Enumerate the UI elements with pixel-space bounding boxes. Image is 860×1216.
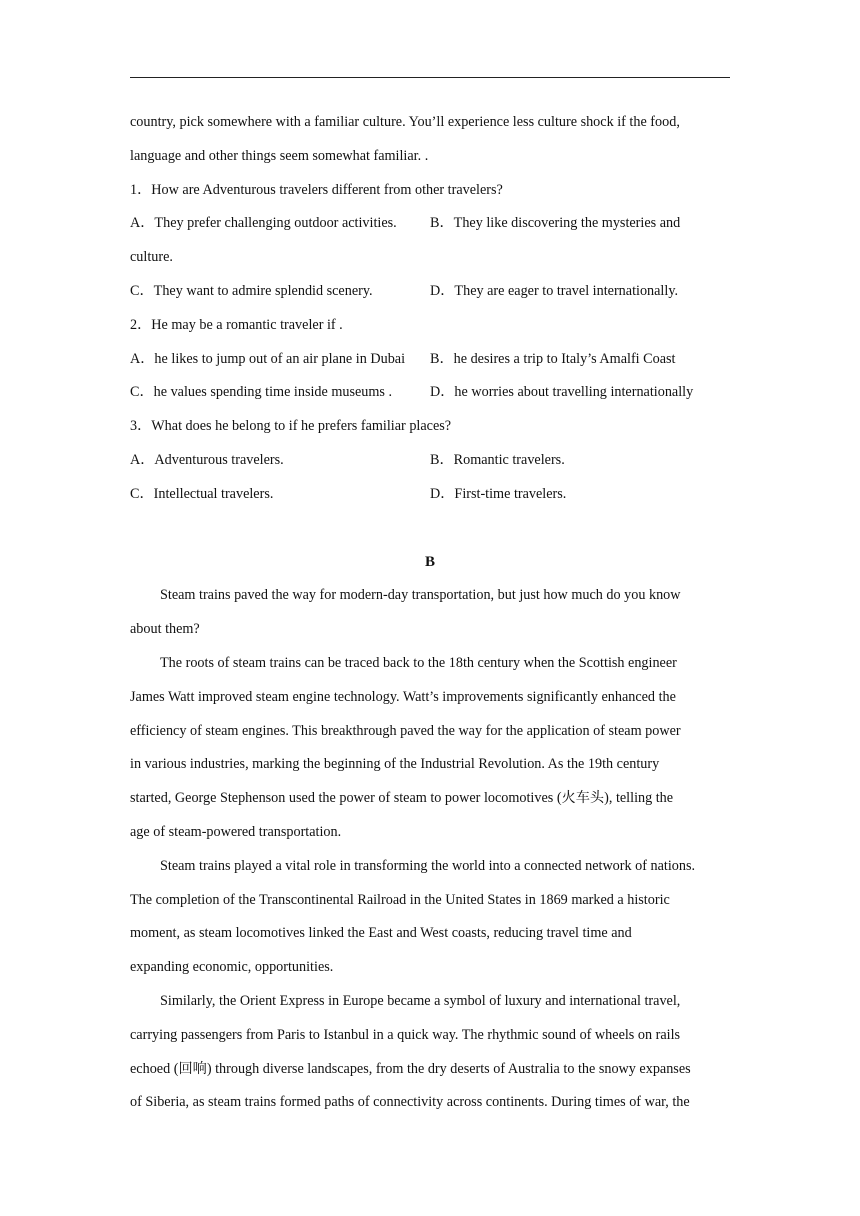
header-rule: [130, 77, 730, 78]
paragraph-line: expanding economic, opportunities.: [130, 959, 334, 976]
question-1-stem: 1．How are Adventurous travelers different from other travelers?: [130, 181, 503, 198]
paragraph-line: started, George Stephenson used the power of steam to power locomotives (火车头), telling the: [130, 790, 674, 807]
question-2-option-c: C．he values spending time inside museums .: [130, 384, 393, 401]
paragraph-line: in various industries, marking the beginning of the Industrial Revolution. As the 19th century: [130, 756, 660, 773]
question-1-option-b-continued: culture.: [130, 249, 173, 266]
question-3-options-cd: [130, 478, 740, 512]
paragraph-line: efficiency of steam engines. This breakthrough paved the way for the application of steam power: [130, 722, 681, 739]
paragraph-line: echoed (回响) through diverse landscapes, from the dry deserts of Australia to the snowy expanses: [130, 1060, 691, 1077]
paragraph-line: moment, as steam locomotives linked the East and West coasts, reducing travel time and: [130, 925, 632, 942]
paragraph-line: about them?: [130, 621, 200, 638]
section-spacer: [130, 512, 740, 546]
question-3-option-d: D．First-time travelers.: [430, 485, 567, 502]
passage-continued-line: language and other things seem somewhat familiar. .: [130, 147, 429, 164]
question-1-option-b: B．They like discovering the mysteries and: [430, 215, 681, 232]
question-1-option-d: D．They are eager to travel internationally.: [430, 282, 679, 299]
document-page: [130, 106, 740, 1120]
question-2-options-ab: [130, 343, 740, 377]
question-3-options-ab: [130, 444, 740, 478]
question-3-stem: 3．What does he belong to if he prefers familiar places?: [130, 418, 452, 435]
question-2-stem: 2．He may be a romantic traveler if .: [130, 316, 343, 333]
question-2-options-cd: [130, 376, 740, 410]
question-1-options-cd: [130, 275, 740, 309]
paragraph-line: of Siberia, as steam trains formed paths of connectivity across continents. During times of war, the: [130, 1094, 690, 1111]
question-3-option-c: C．Intellectual travelers.: [130, 485, 274, 502]
question-1-option-a: A．They prefer challenging outdoor activities.: [130, 215, 397, 232]
paragraph-line: Steam trains paved the way for modern-day transportation, but just how much do you know: [160, 587, 681, 604]
question-2-option-b: B．he desires a trip to Italy’s Amalfi Coast: [430, 350, 676, 367]
question-2-option-a: A．he likes to jump out of an air plane in Dubai: [130, 350, 406, 367]
paragraph-line: The completion of the Transcontinental Railroad in the United States in 1869 marked a historic: [130, 891, 670, 908]
question-1-option-c: C．They want to admire splendid scenery.: [130, 282, 373, 299]
paragraph-line: Steam trains played a vital role in transforming the world into a connected network of nations.: [160, 857, 696, 874]
paragraph-line: age of steam-powered transportation.: [130, 823, 342, 840]
paragraph-line: carrying passengers from Paris to Istanbul in a quick way. The rhythmic sound of wheels on rails: [130, 1026, 681, 1043]
question-2-option-d: D．he worries about travelling internationally: [430, 384, 694, 401]
section-b-heading: B: [424, 553, 435, 570]
passage-continued-line: country, pick somewhere with a familiar culture. You’ll experience less culture shock if the food,: [130, 114, 680, 130]
question-3-option-b: B．Romantic travelers.: [430, 451, 565, 468]
paragraph-line: James Watt improved steam engine technology. Watt’s improvements significantly enhanced the: [130, 688, 676, 705]
paragraph-line: Similarly, the Orient Express in Europe became a symbol of luxury and international travel,: [160, 992, 681, 1009]
paragraph-line: The roots of steam trains can be traced back to the 18th century when the Scottish engineer: [160, 654, 677, 671]
question-3-option-a: A．Adventurous travelers.: [130, 451, 284, 468]
question-1-options-ab: [130, 207, 740, 241]
